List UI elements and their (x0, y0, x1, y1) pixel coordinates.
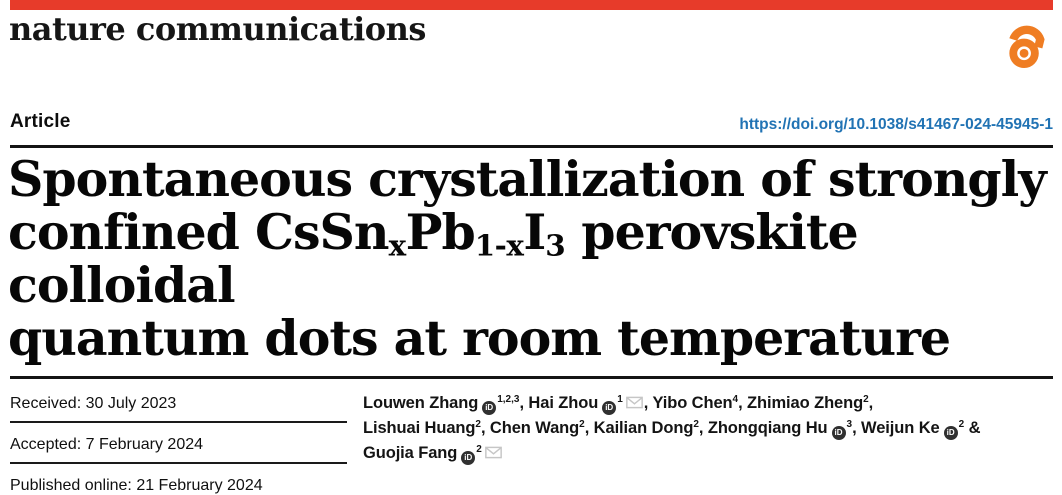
date-divider (10, 462, 347, 464)
article-title: Spontaneous crystallization of strongly confined $CsSn_xPb_{1-x}I_3$ perovskite colloidal quantum dots at room temperature (8, 150, 1046, 367)
doi-link[interactable]: https://doi.org/10.1038/s41467-024-45945-1 (739, 116, 1053, 133)
affiliation-superscript: 1 (617, 393, 623, 405)
orcid-icon[interactable]: iD (461, 451, 475, 465)
brand-color-bar (10, 0, 1053, 10)
meta-divider (10, 376, 1053, 379)
author-name: Zhimiao Zheng$^2$, (747, 393, 874, 412)
journal-logo: nature communications (9, 10, 426, 48)
email-icon[interactable] (626, 396, 643, 409)
author-name: Lishuai Huang$^2$, (363, 418, 490, 437)
affiliation-superscript: 2 (693, 418, 699, 430)
author-name: Weijun Ke iD$^2$ & (861, 419, 980, 437)
author-name: Guojia Fang iD$^2$ (363, 444, 503, 462)
header-divider (10, 145, 1053, 148)
email-icon[interactable] (485, 446, 502, 459)
affiliation-superscript: 2 (958, 418, 965, 430)
affiliation-superscript: 2 (579, 418, 585, 430)
date-divider (10, 421, 347, 423)
dates-column (10, 391, 347, 495)
open-access-icon (1004, 16, 1051, 68)
accepted-date: Accepted: 7 February 2024 (10, 436, 204, 453)
orcid-icon[interactable]: iD (832, 426, 846, 440)
author-list (363, 391, 1053, 466)
orcid-icon[interactable]: iD (944, 426, 958, 440)
article-type-label: Article (10, 111, 71, 132)
affiliation-superscript: 2 (476, 443, 482, 455)
received-date: Received: 30 July 2023 (10, 395, 177, 412)
orcid-icon[interactable]: iD (482, 401, 496, 415)
author-name: Louwen Zhang iD$^{1,2,3}$, (363, 394, 528, 412)
meta-section (10, 391, 1053, 495)
author-name: Zhongqiang Hu iD$^3$, (708, 419, 861, 437)
author-name: Kailian Dong$^2$, (593, 418, 708, 437)
author-name: Chen Wang$^2$, (489, 418, 594, 437)
author-name: Yibo Chen$^4$, (652, 393, 748, 412)
orcid-icon[interactable]: iD (602, 401, 616, 415)
author-name: Hai Zhou iD$^1$ , (528, 394, 652, 412)
affiliation-superscript: 2 (475, 418, 481, 430)
published-date: Published online: 21 February 2024 (10, 477, 263, 494)
affiliation-superscript: 3 (846, 418, 853, 430)
affiliation-superscript: 4 (732, 393, 739, 405)
affiliation-superscript: 1,2,3 (497, 393, 520, 405)
affiliation-superscript: 2 (863, 393, 869, 405)
